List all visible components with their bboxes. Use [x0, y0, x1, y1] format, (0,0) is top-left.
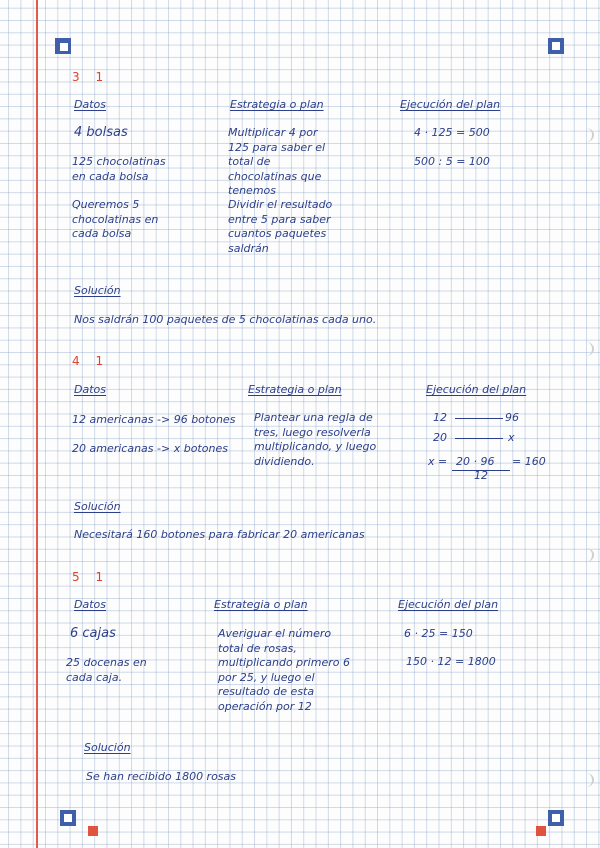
- estrategia-text: Multiplicar 4 por 125 para saber el total de chocolatinas que tenemos: [228, 126, 326, 197]
- red-square-right: [536, 826, 546, 836]
- punch-hole: [578, 342, 594, 356]
- margin-line: [36, 0, 38, 848]
- estrategia-text: Averiguar el número total de rosas, multiplicando primero 6 por 25, y luego el resultado de esta operación por 12: [218, 627, 350, 713]
- corner-mark-top-left: [55, 38, 71, 54]
- proportion-value: x: [508, 431, 515, 444]
- corner-mark-top-right: [548, 38, 564, 54]
- datos-item: 125 chocolatinas en cada bolsa: [72, 155, 166, 183]
- equation-result: = 160: [512, 455, 546, 468]
- punch-hole: [578, 773, 594, 787]
- equation-numerator: 20 · 96: [456, 455, 495, 468]
- datos-item: 20 americanas -> x botones: [72, 442, 228, 455]
- datos-heading: Datos: [74, 98, 106, 111]
- exercise-number: 3 1: [72, 70, 110, 84]
- ejecucion-heading: Ejecución del plan: [400, 98, 501, 111]
- ejecucion-heading: Ejecución del plan: [398, 598, 499, 611]
- datos-item: 4 bolsas: [74, 125, 128, 140]
- red-square-left: [88, 826, 98, 836]
- solucion-heading: Solución: [74, 500, 121, 513]
- datos-item: 25 docenas en cada caja.: [66, 656, 147, 684]
- ejecucion-heading: Ejecución del plan: [426, 383, 527, 396]
- punch-hole: [578, 548, 594, 562]
- solucion-text: Necesitará 160 botones para fabricar 20 americanas: [74, 528, 365, 541]
- proportion-line: [455, 418, 503, 419]
- exercise-number: 4 1: [72, 354, 110, 368]
- estrategia-heading: Estrategia o plan: [230, 98, 324, 111]
- proportion-value: 12: [433, 411, 447, 424]
- datos-item: 12 americanas -> 96 botones: [72, 413, 236, 426]
- equation-denominator: 12: [474, 469, 488, 482]
- ejecucion-line: 500 : 5 = 100: [414, 155, 490, 168]
- ejecucion-line: 150 · 12 = 1800: [406, 655, 496, 668]
- corner-mark-bottom-right: [548, 810, 564, 826]
- ejecucion-line: 6 · 25 = 150: [404, 627, 473, 640]
- estrategia-heading: Estrategia o plan: [248, 383, 342, 396]
- exercise-number: 5 1: [72, 570, 110, 584]
- equation-left: x =: [428, 455, 448, 468]
- estrategia-text: Plantear una regla de tres, luego resolverla multiplicando, y luego dividiendo.: [254, 411, 377, 468]
- datos-heading: Datos: [74, 383, 106, 396]
- proportion-value: 20: [433, 431, 447, 444]
- estrategia-text: Dividir el resultado entre 5 para saber cuantos paquetes saldrán: [228, 198, 333, 255]
- proportion-value: 96: [505, 411, 519, 424]
- estrategia-heading: Estrategia o plan: [214, 598, 308, 611]
- solucion-heading: Solución: [74, 284, 121, 297]
- solucion-text: Nos saldrán 100 paquetes de 5 chocolatinas cada uno.: [74, 313, 377, 326]
- ejecucion-line: 4 · 125 = 500: [414, 126, 490, 139]
- datos-heading: Datos: [74, 598, 106, 611]
- solucion-text: Se han recibido 1800 rosas: [86, 770, 237, 783]
- datos-item: 6 cajas: [70, 626, 116, 641]
- datos-item: Queremos 5 chocolatinas en cada bolsa: [72, 198, 159, 240]
- punch-hole: [578, 128, 594, 142]
- proportion-line: [455, 438, 503, 439]
- corner-mark-bottom-left: [60, 810, 76, 826]
- solucion-heading: Solución: [84, 741, 131, 754]
